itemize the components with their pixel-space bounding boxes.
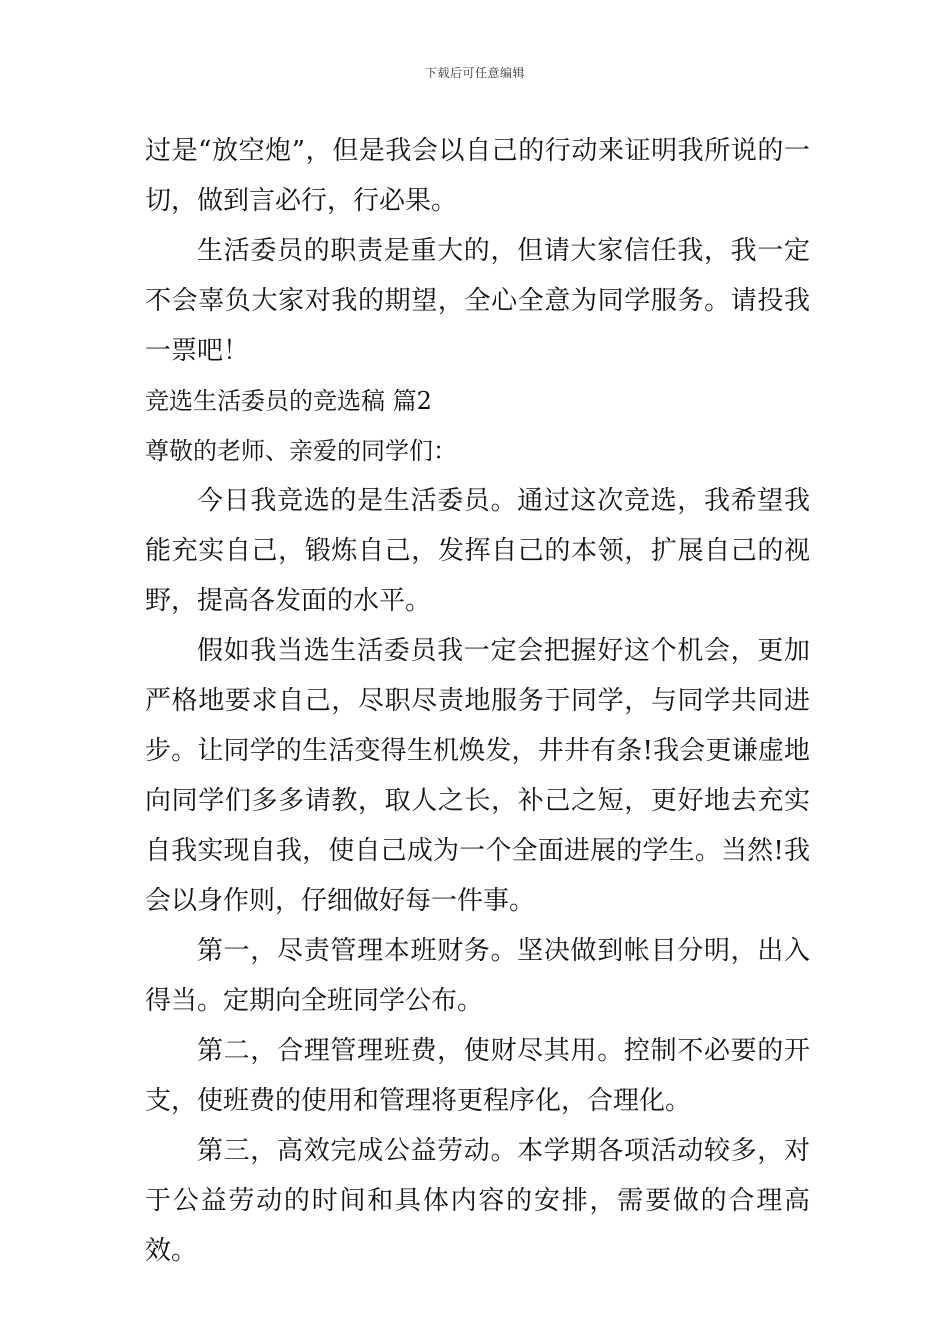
page-header: 下载后可任意编辑 [424,66,525,80]
continuation-paragraph: 过是“放空炮”，但是我会以自己的行动来证明我所说的一切，做到言必行，行必果。 [145,136,810,216]
body-paragraph: 第三，高效完成公益劳动。本学期各项活动较多，对于公益劳动的时间和具体内容的安排，需要做的合理高效。 [145,1136,810,1266]
document-body [145,126,810,1276]
body-paragraph: 假如我当选生活委员我一定会把握好这个机会，更加严格地要求自己，尽职尽责地服务于同学，与同学共同进步。让同学的生活变得生机焕发，井井有条!我会更谦虚地向同学们多多请教，取人之长，补己之短，更好地去充实自我实现自我，使自己成为一个全面进展的学生。当然!我会以身作则，仔细做好每一件事。 [145,636,810,916]
section-title: 竞选生活委员的竞选稿 篇2 [145,387,432,415]
body-paragraph: 今日我竞选的是生活委员。通过这次竞选，我希望我能充实自己，锻炼自己，发挥自己的本领，扩展自己的视野，提高各发面的水平。 [145,486,810,616]
body-paragraph: 第一，尽责管理本班财务。坚决做到帐目分明，出入得当。定期向全班同学公布。 [145,936,810,1016]
body-paragraph: 第二，合理管理班费，使财尽其用。控制不必要的开支，使班费的使用和管理将更程序化，合理化。 [145,1036,810,1116]
salutation: 尊敬的老师、亲爱的同学们： [145,437,457,465]
closing-paragraph: 生活委员的职责是重大的，但请大家信任我，我一定不会辜负大家对我的期望，全心全意为同学服务。请投我一票吧！ [145,236,810,366]
